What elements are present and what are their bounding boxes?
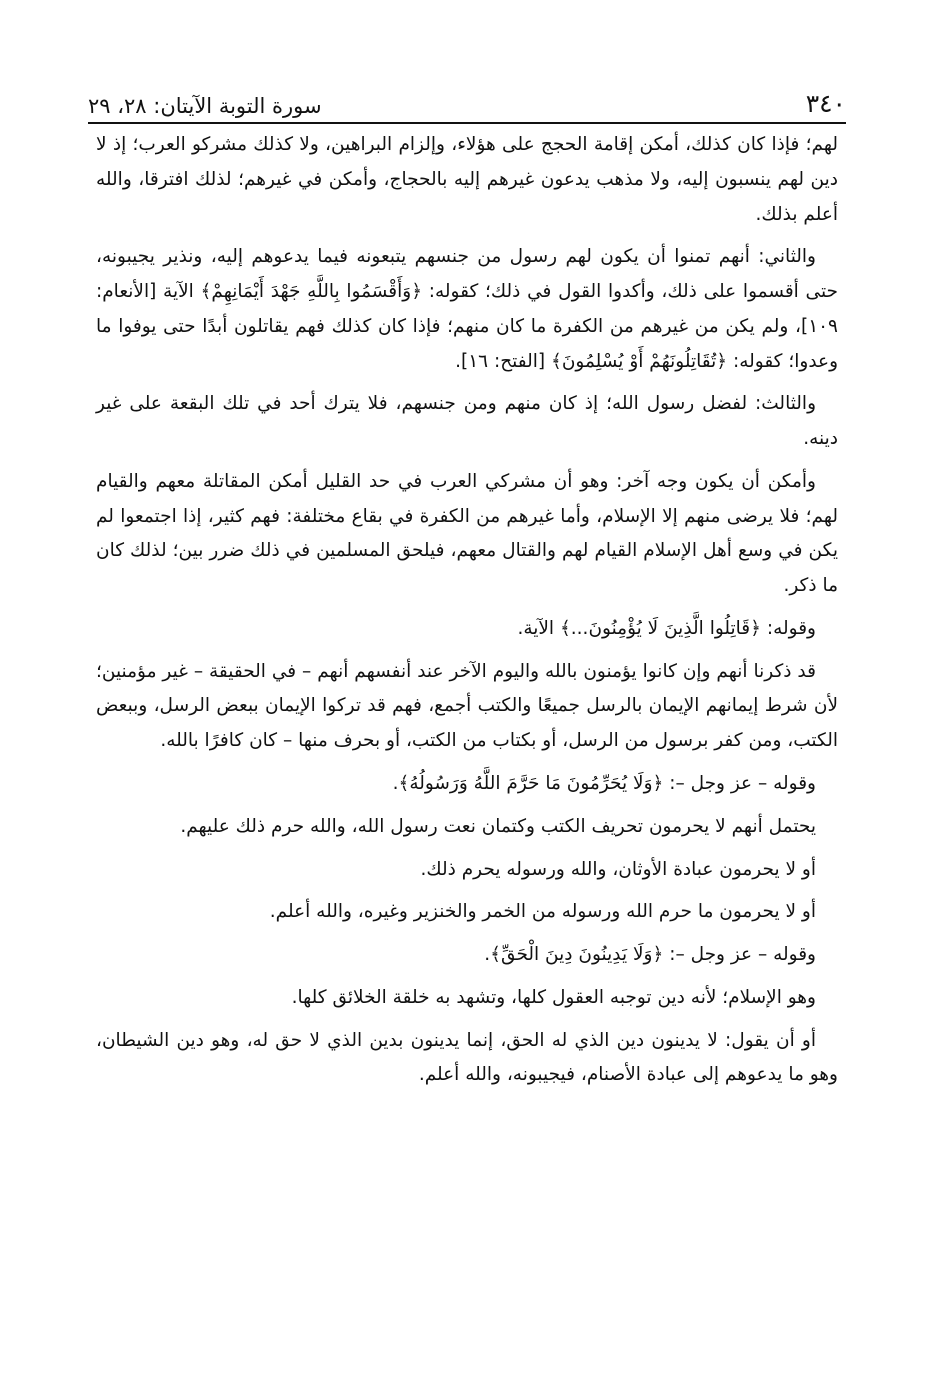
running-title: سورة التوبة الآيتان: ٢٨، ٢٩	[88, 94, 322, 118]
body-text	[96, 128, 838, 1101]
paragraph: والثاني: أنهم تمنوا أن يكون لهم رسول من جنسهم يتبعونه فيما يدعوهم إليه، ونذير يجيبونه، حتى أقسموا على ذلك، وأكدوا القول في ذلك؛ كقوله: ﴿وَأَقْسَمُوا بِاللَّهِ جَهْدَ أَيْمَانِهِمْ﴾ الآية [الأنعام: ١٠٩]، ولم يكن من غيرهم من الكفرة ما كان منهم؛ فإذا كان كذلك فهم يقاتلون أبدًا حتى يوفوا ما وعدوا؛ كقوله: ﴿تُقَاتِلُونَهُمْ أَوْ يُسْلِمُونَ﴾ [الفتح: ١٦].	[96, 246, 838, 372]
paragraph: لهم؛ فإذا كان كذلك، أمكن إقامة الحجج على هؤلاء، وإلزام البراهين، ولا كذلك مشركو العرب؛ إذ لا دين لهم ينسبون إليه، ولا مذهب يدعون غيرهم إليه بالحجاج، وأمكن في غيرهم؛ لذلك افترقا، والله أعلم بذلك.	[96, 134, 838, 225]
paragraph: وهو الإسلام؛ لأنه دين توجبه العقول كلها، وتشهد به خلقة الخلائق كلها.	[291, 986, 816, 1008]
paragraph: قد ذكرنا أنهم وإن كانوا يؤمنون بالله واليوم الآخر عند أنفسهم أنهم – في الحقيقة – غير مؤمنين؛ لأن شرط إيمانهم الإيمان بالرسل جميعًا والكتب أجمع، فهم قد تركوا الإيمان ببعض الرسل، وببعض الكتب، ومن كفر برسول من الرسل، أو بكتاب من الكتب، أو بحرف منها – كان كافرًا بالله.	[96, 660, 838, 752]
page-header	[88, 78, 846, 124]
paragraph: يحتمل أنهم لا يحرمون تحريف الكتب وكتمان نعت رسول الله، والله حرم ذلك عليهم.	[180, 815, 816, 837]
paragraph: وقوله – عز وجل –: ﴿وَلَا يَدِينُونَ دِينَ الْحَقِّ﴾.	[484, 944, 816, 966]
paragraph: وأمكن أن يكون وجه آخر: وهو أن مشركي العرب في حد القليل أمكن المقاتلة معهم والقيام لهم؛ فلا يرضى منهم إلا الإسلام، وأما غيرهم من الكفرة في بقاع مختلفة: فهم كثير، إذا اجتمعوا لم يكن في وسع أهل الإسلام القيام لهم والقتال معهم، فيلحق المسلمين في ذلك ضرر بين؛ لذلك كان ما ذكر.	[96, 470, 838, 597]
page-number: ٣٤٠	[805, 89, 846, 118]
paragraph: أو أن يقول: لا يدينون دين الذي له الحق، إنما يدينون بدين الذي لا حق له، وهو دين الشيطان، وهو ما يدعوهم إلى عبادة الأصنام، فيجيبونه، والله أعلم.	[96, 1029, 838, 1086]
paragraph: والثالث: لفضل رسول الله؛ إذ كان منهم ومن جنسهم، فلا يترك أحد في تلك البقعة على غير دينه.	[96, 393, 838, 450]
paragraph: وقوله – عز وجل –: ﴿وَلَا يُحَرِّمُونَ مَا حَرَّمَ اللَّهُ وَرَسُولُهُ﴾.	[392, 773, 816, 795]
paragraph: أو لا يحرمون ما حرم الله ورسوله من الخمر والخنزير وغيره، والله أعلم.	[269, 901, 816, 923]
paragraph: وقوله: ﴿قَاتِلُوا الَّذِينَ لَا يُؤْمِنُونَ...﴾ الآية.	[517, 617, 816, 639]
paragraph: أو لا يحرمون عبادة الأوثان، والله ورسوله يحرم ذلك.	[420, 858, 816, 880]
